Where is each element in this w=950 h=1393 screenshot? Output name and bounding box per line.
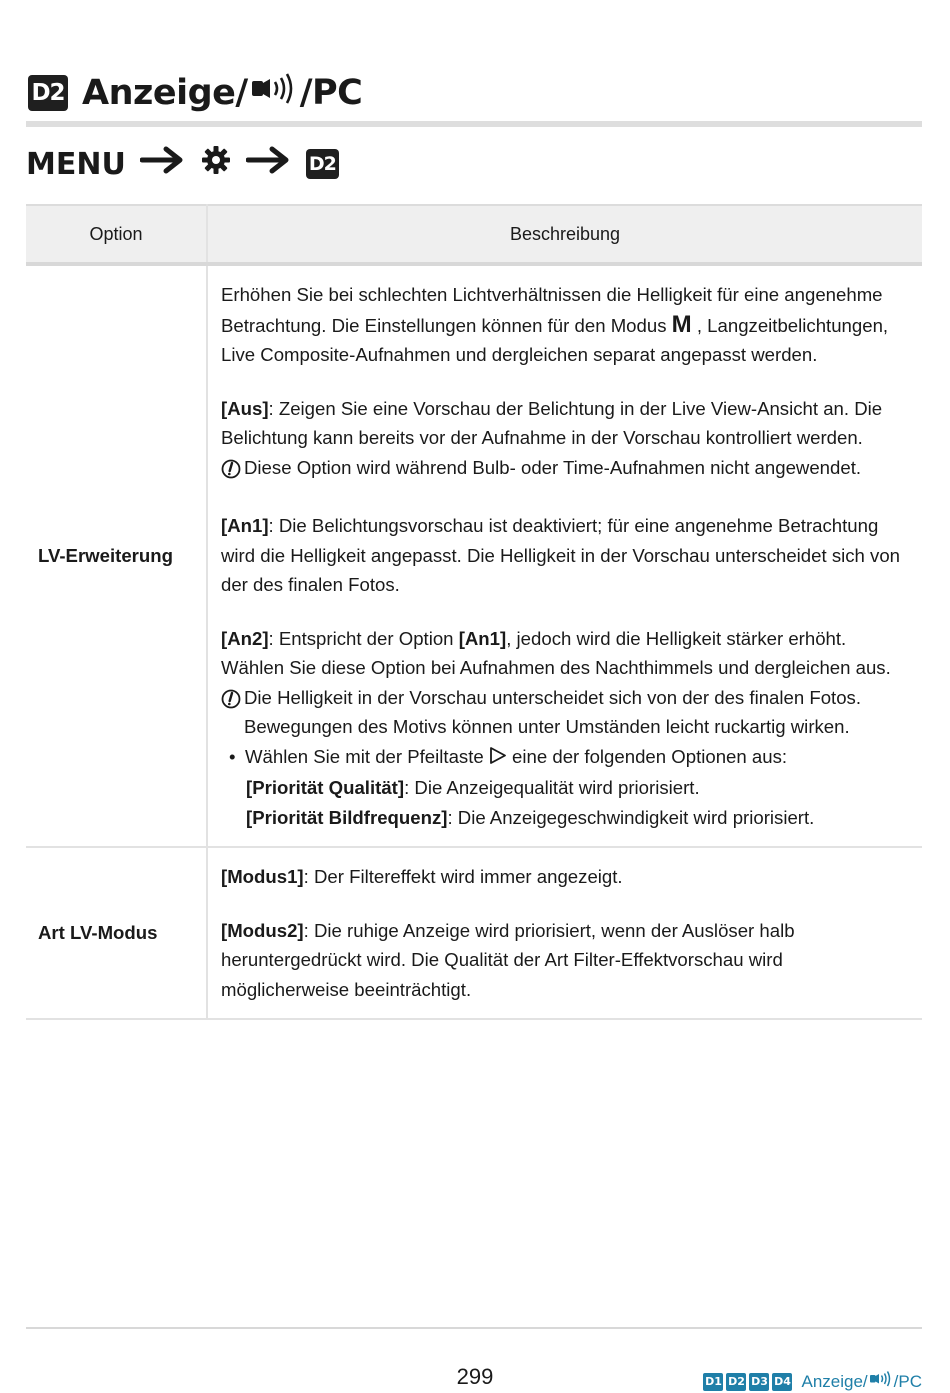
an2-paragraph: [An2]: Entspricht der Option [An1], jedoch wird die Helligkeit stärker erhöht. Wählen Sie diese Option bei Aufnahmen des Nachthimmels und dergleichen aus. Die Helligkeit in der Vorschau unterscheidet sich von der des finalen Fotos. Bewegungen des Motivs können unter Umständen leicht ruckartig wirken. • Wählen Sie mit der Pfeiltaste eine der folgenden Optionen aus: [Priorität Qualität]: Die Anzeigequalität wird priorisiert. [Priorität Bildfrequenz]: Die Anzeigegeschwindigkeit wird priorisiert. bbox=[221, 624, 904, 833]
right-triangle-icon bbox=[489, 744, 507, 774]
aus-paragraph: [Aus]: Zeigen Sie eine Vorschau der Belichtung in der Live View-Ansicht an. Die Belichtung kann bereits vor der Aufnahme in der Vorschau kontrolliert werden. Diese Option wird während Bulb- oder Time-Aufnahmen nicht angewendet. bbox=[221, 394, 904, 488]
list-item: • Wählen Sie mit der Pfeiltaste eine der folgenden Optionen aus: bbox=[221, 742, 904, 774]
tab-d3[interactable]: D3 bbox=[749, 1373, 769, 1391]
section-nav bbox=[703, 1370, 922, 1393]
option-name: Art LV-Modus bbox=[26, 847, 207, 1019]
option-description bbox=[207, 847, 922, 1019]
tab-d4[interactable]: D4 bbox=[772, 1373, 792, 1391]
section-nav-label[interactable]: Anzeige/ /PC bbox=[801, 1370, 922, 1393]
header-divider bbox=[26, 121, 922, 127]
an1-paragraph: [An1]: Die Belichtungsvorschau ist deaktiviert; für eine angenehme Betrachtung wird die Helligkeit angepasst. Die Helligkeit in der Vorschau unterscheidet sich von der des finalen Fotos. bbox=[221, 515, 901, 595]
caution-icon bbox=[221, 688, 244, 718]
tab-d1[interactable]: D1 bbox=[703, 1373, 723, 1391]
tab-d2[interactable]: D2 bbox=[726, 1373, 746, 1391]
right-arrow-icon bbox=[140, 145, 186, 183]
caution-note: Diese Option wird während Bulb- oder Time-Aufnahmen nicht angewendet. bbox=[221, 453, 904, 488]
intro-paragraph: Erhöhen Sie bei schlechten Lichtverhältnissen die Helligkeit für eine angenehme Betrachtung. Die Einstellungen können für den Modus M , Langzeitbelichtungen, Live Composite-Aufnahmen und dergleichen separat angepasst werden. bbox=[221, 284, 889, 365]
option-name: LV-Erweiterung bbox=[26, 264, 207, 847]
title-suffix: /PC bbox=[299, 73, 363, 113]
gear-icon bbox=[200, 144, 232, 184]
option-description bbox=[207, 264, 922, 847]
caution-icon bbox=[221, 458, 244, 488]
table-row bbox=[26, 847, 922, 1019]
title-prefix: Anzeige/ bbox=[82, 73, 248, 113]
page-header bbox=[28, 70, 362, 116]
sub-option: [Priorität Qualität]: Die Anzeigequalität wird priorisiert. bbox=[246, 777, 700, 798]
menu-breadcrumb bbox=[26, 144, 339, 184]
section-badge: D2 bbox=[306, 149, 339, 179]
section-badge: D2 bbox=[28, 75, 68, 111]
column-header-option: Option bbox=[26, 205, 207, 264]
sub-option: [Priorität Bildfrequenz]: Die Anzeigegeschwindigkeit wird priorisiert. bbox=[246, 806, 815, 828]
page-number: 299 bbox=[456, 1364, 494, 1389]
modus2-paragraph: [Modus2]: Die ruhige Anzeige wird priorisiert, wenn der Auslöser halb heruntergedrückt wird. Die Qualität der Art Filter-Effektvorschau wird möglicherweise beeinträchtigt. bbox=[221, 919, 795, 1000]
table-row bbox=[26, 264, 922, 847]
wireless-signal-icon bbox=[250, 71, 298, 116]
page-title bbox=[82, 71, 362, 116]
mode-m-icon: M bbox=[671, 310, 692, 338]
right-arrow-icon bbox=[246, 145, 292, 183]
menu-label: MENU bbox=[26, 146, 126, 182]
column-header-description: Beschreibung bbox=[207, 205, 922, 264]
footer-divider bbox=[26, 1327, 922, 1329]
wireless-signal-icon bbox=[868, 1370, 894, 1393]
options-table bbox=[26, 204, 922, 1020]
caution-note: Die Helligkeit in der Vorschau unterscheidet sich von der des finalen Fotos. Bewegungen des Motivs können unter Umständen leicht ruckartig wirken. bbox=[221, 683, 904, 742]
modus1-paragraph: [Modus1]: Der Filtereffekt wird immer angezeigt. bbox=[221, 866, 623, 887]
